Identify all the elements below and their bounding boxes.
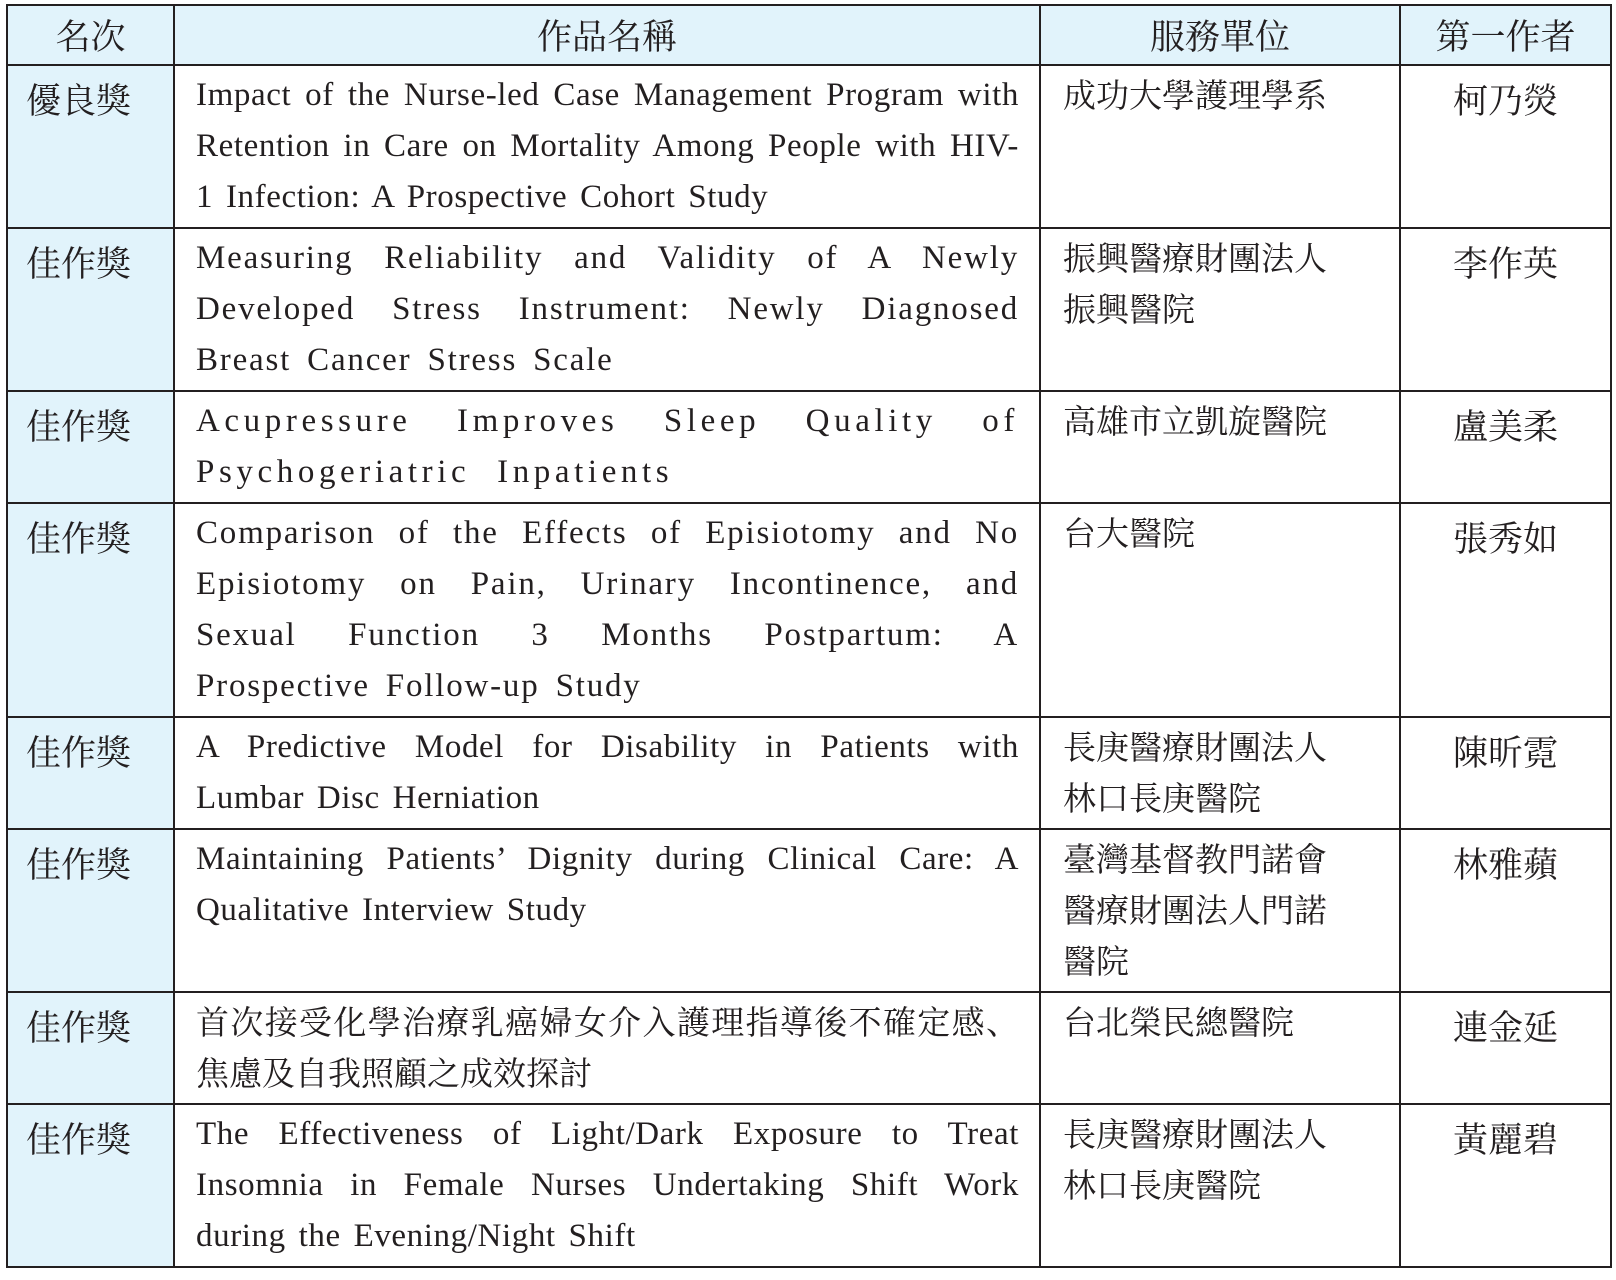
rank-cell: 佳作獎 (7, 503, 174, 717)
unit-line: 林口長庚醫院 (1063, 1166, 1261, 1205)
unit-cell (1040, 391, 1400, 503)
unit-line: 長庚醫療財團法人 (1063, 728, 1327, 767)
rank-cell: 優良獎 (7, 65, 174, 228)
rank-cell: 佳作獎 (7, 717, 174, 829)
unit-cell (1040, 992, 1400, 1104)
unit-cell (1040, 228, 1400, 391)
author-cell: 盧美柔 (1400, 391, 1611, 503)
table-row (7, 503, 1611, 717)
unit-cell (1040, 1104, 1400, 1267)
rank-cell: 佳作獎 (7, 992, 174, 1104)
unit-line: 台大醫院 (1063, 514, 1195, 553)
unit-line: 長庚醫療財團法人 (1063, 1115, 1327, 1154)
awards-table (6, 4, 1612, 1268)
title-cell: A Predictive Model for Disability in Patients with Lumbar Disc Herniation (174, 717, 1040, 829)
header-title: 作品名稱 (174, 5, 1040, 65)
unit-cell (1040, 65, 1400, 228)
header-row (7, 5, 1611, 65)
unit-line: 醫院 (1063, 942, 1129, 981)
unit-line: 高雄市立凱旋醫院 (1063, 402, 1327, 441)
author-cell: 林雅蘋 (1400, 829, 1611, 992)
author-cell: 張秀如 (1400, 503, 1611, 717)
header-rank: 名次 (7, 5, 174, 65)
author-cell: 陳昕霓 (1400, 717, 1611, 829)
unit-cell (1040, 717, 1400, 829)
title-cell: Maintaining Patients’ Dignity during Clinical Care: A Qualitative Interview Study (174, 829, 1040, 992)
rank-cell: 佳作獎 (7, 829, 174, 992)
rank-cell: 佳作獎 (7, 1104, 174, 1267)
rank-cell: 佳作獎 (7, 391, 174, 503)
rank-cell: 佳作獎 (7, 228, 174, 391)
unit-cell (1040, 503, 1400, 717)
title-cell: 首次接受化學治療乳癌婦女介入護理指導後不確定感、焦慮及自我照顧之成效探討 (174, 992, 1040, 1104)
title-cell: Impact of the Nurse-led Case Management Program with Retention in Care on Mortality Among People with HIV-1 Infection: A Prospective Cohort Study (174, 65, 1040, 228)
table-row (7, 391, 1611, 503)
table-row (7, 992, 1611, 1104)
table-row (7, 65, 1611, 228)
unit-line: 林口長庚醫院 (1063, 779, 1261, 818)
author-cell: 柯乃熒 (1400, 65, 1611, 228)
unit-line: 醫療財團法人門諾 (1063, 891, 1327, 930)
title-cell: The Effectiveness of Light/Dark Exposure to Treat Insomnia in Female Nurses Undertaking Shift Work during the Evening/Night Shift (174, 1104, 1040, 1267)
table-row (7, 228, 1611, 391)
unit-line: 臺灣基督教門諾會 (1063, 840, 1327, 879)
unit-line: 成功大學護理學系 (1063, 76, 1327, 115)
author-cell: 李作英 (1400, 228, 1611, 391)
unit-line: 振興醫療財團法人 (1063, 239, 1327, 278)
table-row (7, 1104, 1611, 1267)
table-row (7, 829, 1611, 992)
unit-cell (1040, 829, 1400, 992)
unit-line: 台北榮民總醫院 (1063, 1003, 1294, 1042)
header-unit: 服務單位 (1040, 5, 1400, 65)
unit-line: 振興醫院 (1063, 290, 1195, 329)
author-cell: 黃麗碧 (1400, 1104, 1611, 1267)
header-author: 第一作者 (1400, 5, 1611, 65)
title-cell: Measuring Reliability and Validity of A Newly Developed Stress Instrument: Newly Diagnosed Breast Cancer Stress Scale (174, 228, 1040, 391)
title-cell: Comparison of the Effects of Episiotomy and No Episiotomy on Pain, Urinary Incontinence, and Sexual Function 3 Months Postpartum: A Prospective Follow-up Study (174, 503, 1040, 717)
title-cell: Acupressure Improves Sleep Quality of Psychogeriatric Inpatients (174, 391, 1040, 503)
author-cell: 連金延 (1400, 992, 1611, 1104)
table-row (7, 717, 1611, 829)
